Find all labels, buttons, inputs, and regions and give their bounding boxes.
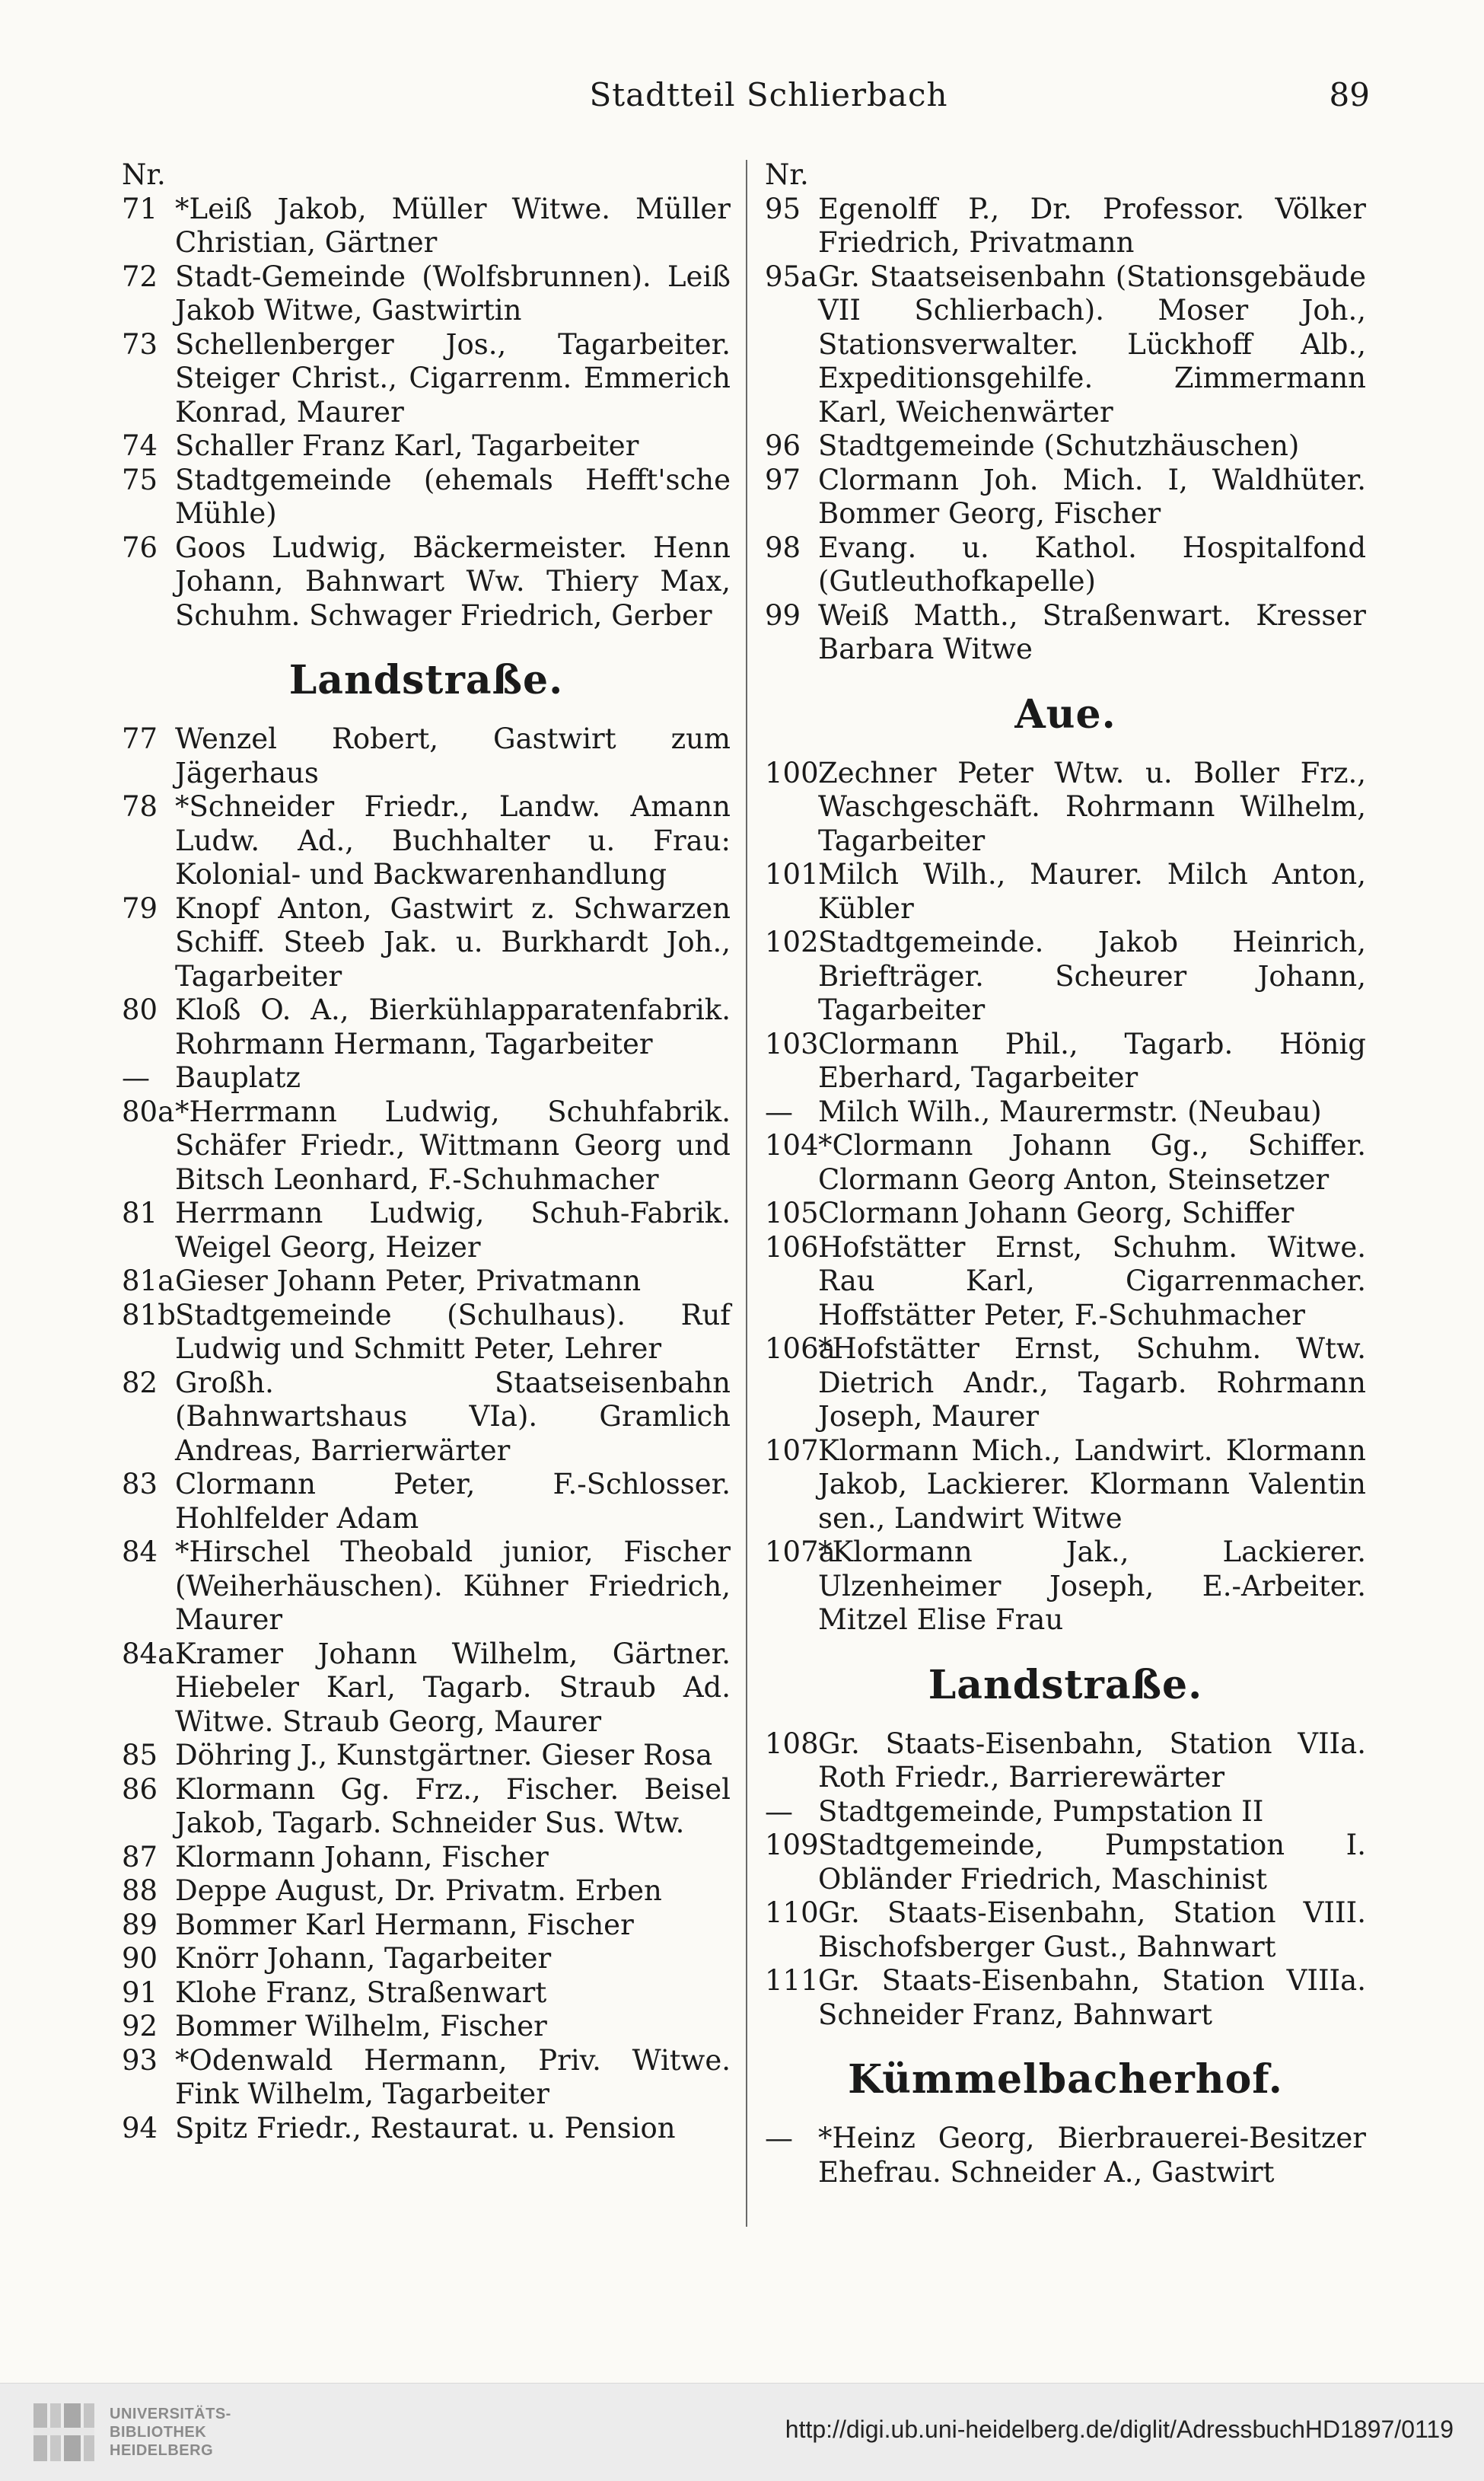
house-number: 95a	[765, 260, 818, 293]
address-entry	[122, 993, 731, 1061]
address-entry	[122, 328, 731, 430]
house-number: 95	[765, 192, 801, 225]
address-entry	[122, 722, 731, 790]
address-entry	[765, 1964, 1366, 2032]
address-entry	[765, 757, 1366, 859]
house-number: —	[765, 1794, 793, 1828]
house-number: 77	[122, 722, 158, 755]
address-entry	[122, 1197, 731, 1264]
resident-text: Großh. Staatseisenbahn (Bahnwartshaus VIa). Gramlich Andreas, Barrierwärter	[175, 1366, 731, 1467]
resident-text: Gieser Johann Peter, Privatmann	[175, 1264, 642, 1297]
address-entry	[122, 2044, 731, 2112]
house-number: 93	[122, 2043, 158, 2077]
page-number: 89	[1329, 76, 1370, 113]
section-heading-landstrasse: Landstraße.	[928, 1661, 1203, 1708]
resident-text: Knopf Anton, Gastwirt z. Schwarzen Schiff. Steeb Jak. u. Burkhardt Joh., Tagarbeiter	[175, 891, 731, 993]
resident-text: *Klormann Jak., Lackierer. Ulzenheimer Joseph, E.-Arbeiter. Mitzel Elise Frau	[818, 1535, 1366, 1636]
address-entry	[122, 1841, 731, 1875]
section-heading-landstrasse: Landstraße.	[288, 657, 564, 703]
resident-text: Gr. Staats-Eisenbahn, Station VIII. Bischofsberger Gust., Bahnwart	[818, 1896, 1366, 1963]
house-number: 86	[122, 1772, 158, 1806]
library-name-line: BIBLIOTHEK	[110, 2424, 207, 2441]
resident-text: Gr. Staats-Eisenbahn, Station VIIIa. Schneider Franz, Bahnwart	[818, 1964, 1366, 2031]
address-entry	[122, 1299, 731, 1366]
resident-text: Stadt-Gemeinde (Wolfsbrunnen). Leiß Jakob Witwe, Gastwirtin	[175, 260, 731, 327]
address-entry	[765, 858, 1366, 926]
house-number: 107a	[765, 1535, 836, 1568]
house-number: 81	[122, 1197, 158, 1229]
house-number: 75	[122, 463, 158, 496]
address-entry	[765, 1129, 1366, 1197]
house-number: 88	[122, 1874, 158, 1907]
address-entry	[765, 429, 1366, 464]
house-number: 106a	[765, 1332, 836, 1365]
house-number: 96	[765, 429, 801, 462]
house-number: 99	[765, 598, 801, 632]
source-url-link[interactable]: http://digi.ub.uni-heidelberg.de/diglit/AdressbuchHD1897/0119	[785, 2416, 1454, 2443]
house-number: 79	[122, 891, 158, 925]
nr-label: Nr.	[122, 158, 166, 191]
house-number: 107	[765, 1433, 819, 1467]
house-number: 80a	[122, 1095, 175, 1128]
house-number: 94	[122, 2111, 158, 2145]
resident-text: Klohe Franz, Straßenwart	[175, 1976, 547, 2009]
address-entry	[122, 1773, 731, 1841]
resident-text: Bommer Karl Hermann, Fischer	[175, 1908, 634, 1941]
address-entry	[765, 464, 1366, 531]
address-entry	[122, 464, 731, 531]
address-entry	[765, 1231, 1366, 1333]
column-divider	[746, 160, 747, 2227]
resident-text: Zechner Peter Wtw. u. Boller Frz., Waschgeschäft. Rohrmann Wilhelm, Tagarbeiter	[818, 756, 1366, 857]
house-number: 108	[765, 1727, 819, 1760]
library-name-line: UNIVERSITÄTS-	[110, 2406, 231, 2422]
address-entry	[122, 790, 731, 892]
house-number: 84a	[122, 1637, 175, 1670]
address-entry	[122, 1942, 731, 1976]
address-entry	[122, 892, 731, 994]
address-entry	[765, 2122, 1366, 2189]
entry-list	[765, 2122, 1366, 2189]
house-number: 74	[122, 429, 158, 462]
house-number: 76	[122, 531, 158, 564]
house-number: —	[122, 1061, 150, 1094]
section-heading-kuemmelbacherhof: Kümmelbacherhof.	[848, 2056, 1283, 2103]
address-entry	[122, 1366, 731, 1469]
resident-text: Deppe August, Dr. Privatm. Erben	[175, 1874, 662, 1907]
house-number: 105	[765, 1197, 819, 1229]
section-heading-aue: Aue.	[1014, 690, 1116, 738]
entry-list	[765, 757, 1366, 1638]
library-seal-icon	[30, 2400, 99, 2464]
resident-text: *Schneider Friedr., Landw. Amann Ludw. Ad., Buchhalter u. Frau: Kolonial- und Backwarenhandlung	[175, 790, 731, 891]
resident-text: Stadtgemeinde (Schulhaus). Ruf Ludwig und Schmitt Peter, Lehrer	[175, 1298, 731, 1365]
house-number: 91	[122, 1976, 158, 2009]
right-column	[765, 158, 1366, 2189]
entry-list	[122, 193, 731, 633]
resident-text: Stadtgemeinde (ehemals Hefft'sche Mühle)	[175, 463, 731, 530]
house-number: 81a	[122, 1264, 175, 1297]
house-number: —	[765, 1095, 793, 1128]
resident-text: Gr. Staats-Eisenbahn, Station VIIa. Roth Friedr., Barrierewärter	[818, 1727, 1366, 1794]
house-number: 80	[122, 993, 158, 1026]
resident-text: Kloß O. A., Bierkühlapparatenfabrik. Rohrmann Hermann, Tagarbeiter	[175, 993, 731, 1060]
address-entry	[122, 260, 731, 328]
address-entry	[765, 1535, 1366, 1638]
resident-text: Bommer Wilhelm, Fischer	[175, 2010, 547, 2043]
resident-text: Evang. u. Kathol. Hospitalfond (Gutleuthofkapelle)	[818, 531, 1366, 598]
address-entry	[122, 2112, 731, 2146]
house-number: 104	[765, 1129, 819, 1162]
entry-list	[122, 722, 731, 2145]
resident-text: *Hofstätter Ernst, Schuhm. Wtw. Dietrich Andr., Tagarb. Rohrmann Joseph, Maurer	[818, 1332, 1366, 1433]
address-entry	[765, 1332, 1366, 1434]
resident-text: *Odenwald Hermann, Priv. Witwe. Fink Wilhelm, Tagarbeiter	[175, 2043, 731, 2110]
resident-text: Kramer Johann Wilhelm, Gärtner. Hiebeler Karl, Tagarb. Straub Ad. Witwe. Straub Georg, Maurer	[175, 1637, 731, 1738]
house-number: 84	[122, 1535, 158, 1568]
house-number: 102	[765, 926, 819, 958]
address-entry	[122, 1095, 731, 1197]
address-entry	[122, 1976, 731, 2011]
library-name-line: HEIDELBERG	[110, 2442, 214, 2459]
resident-text: Gr. Staatseisenbahn (Stationsgebäude VII Schlierbach). Moser Joh., Stationsverwalter. Lückhoff Alb., Expeditionsgehilfe. Zimmermann Karl, Weichenwärter	[818, 260, 1366, 429]
resident-text: Clormann Johann Georg, Schiffer	[818, 1197, 1295, 1229]
address-entry	[122, 1535, 731, 1638]
address-entry	[122, 1739, 731, 1773]
resident-text: Egenolff P., Dr. Professor. Völker Friedrich, Privatmann	[818, 192, 1366, 259]
resident-text: Bauplatz	[175, 1061, 301, 1094]
resident-text: Clormann Phil., Tagarb. Hönig Eberhard, Tagarbeiter	[818, 1027, 1366, 1094]
resident-text: Milch Wilh., Maurermstr. (Neubau)	[818, 1095, 1322, 1128]
resident-text: Klormann Gg. Frz., Fischer. Beisel Jakob, Tagarb. Schneider Sus. Wtw.	[175, 1772, 731, 1839]
address-entry	[765, 926, 1366, 1028]
address-entry	[122, 1061, 731, 1095]
resident-text: Schaller Franz Karl, Tagarbeiter	[175, 429, 639, 462]
address-entry	[765, 1095, 1366, 1130]
address-entry	[122, 1638, 731, 1740]
left-column	[122, 158, 731, 2145]
resident-text: Döhring J., Kunstgärtner. Gieser Rosa	[175, 1739, 713, 1771]
address-entry	[765, 260, 1366, 430]
library-name	[110, 2405, 231, 2460]
address-entry	[765, 1795, 1366, 1829]
house-number: 89	[122, 1908, 158, 1941]
resident-text: *Clormann Johann Gg., Schiffer. Clormann Georg Anton, Steinsetzer	[818, 1129, 1366, 1196]
address-entry	[765, 1434, 1366, 1536]
nr-label: Nr.	[765, 158, 809, 191]
house-number: 90	[122, 1942, 158, 1975]
resident-text: Klormann Mich., Landwirt. Klormann Jakob, Lackierer. Klormann Valentin sen., Landwirt Witwe	[818, 1433, 1366, 1535]
resident-text: Goos Ludwig, Bäckermeister. Henn Johann, Bahnwart Ww. Thiery Max, Schuhm. Schwager Friedrich, Gerber	[175, 531, 731, 632]
page-title: Stadtteil Schlierbach	[589, 76, 948, 113]
address-entry	[122, 1909, 731, 1943]
resident-text: *Heinz Georg, Bierbrauerei-Besitzer Ehefrau. Schneider A., Gastwirt	[818, 2122, 1366, 2189]
resident-text: Milch Wilh., Maurer. Milch Anton, Kübler	[818, 858, 1366, 925]
resident-text: Knörr Johann, Tagarbeiter	[175, 1942, 552, 1975]
resident-text: Stadtgemeinde, Pumpstation I. Obländer Friedrich, Maschinist	[818, 1829, 1366, 1896]
address-entry	[765, 1896, 1366, 1964]
house-number: 73	[122, 327, 158, 361]
address-entry	[122, 1468, 731, 1535]
running-head	[167, 76, 1370, 122]
address-entry	[765, 531, 1366, 599]
address-entry	[122, 1874, 731, 1909]
resident-text: Klormann Johann, Fischer	[175, 1840, 549, 1874]
resident-text: Clormann Joh. Mich. I, Waldhüter. Bommer Georg, Fischer	[818, 463, 1366, 530]
resident-text: Wenzel Robert, Gastwirt zum Jägerhaus	[175, 722, 731, 789]
library-logo[interactable]	[30, 2394, 251, 2470]
house-number: 82	[122, 1366, 158, 1399]
house-number: 92	[122, 2010, 158, 2043]
address-entry	[122, 531, 731, 633]
resident-text: Schellenberger Jos., Tagarbeiter. Steiger Christ., Cigarrenm. Emmerich Konrad, Maurer	[175, 327, 731, 429]
address-entry	[765, 1197, 1366, 1231]
house-number: 109	[765, 1829, 819, 1861]
resident-text: Herrmann Ludwig, Schuh-Fabrik. Weigel Georg, Heizer	[175, 1197, 731, 1264]
house-number: 87	[122, 1840, 158, 1874]
house-number: 98	[765, 531, 801, 564]
resident-text: Clormann Peter, F.-Schlosser. Hohlfelder Adam	[175, 1468, 731, 1535]
address-entry	[765, 599, 1366, 667]
entry-list	[765, 1727, 1366, 2033]
address-entry	[122, 429, 731, 464]
house-number: 71	[122, 192, 158, 225]
house-number: 110	[765, 1896, 819, 1929]
house-number: 111	[765, 1964, 819, 1997]
address-entry	[122, 193, 731, 260]
house-number: 106	[765, 1230, 819, 1264]
address-entry	[765, 1028, 1366, 1095]
resident-text: Hofstätter Ernst, Schuhm. Witwe. Rau Karl, Cigarrenmacher. Hoffstätter Peter, F.-Schuhmacher	[818, 1230, 1366, 1331]
resident-text: Stadtgemeinde, Pumpstation II	[818, 1794, 1264, 1828]
resident-text: *Hirschel Theobald junior, Fischer (Weiherhäuschen). Kühner Friedrich, Maurer	[175, 1535, 731, 1636]
house-number: 101	[765, 858, 819, 891]
viewer-footer	[0, 2383, 1484, 2481]
house-number: —	[765, 2122, 793, 2154]
address-entry	[765, 1829, 1366, 1896]
house-number: 83	[122, 1468, 158, 1500]
address-entry	[122, 2010, 731, 2044]
resident-text: Spitz Friedr., Restaurat. u. Pension	[175, 2111, 676, 2145]
resident-text: Stadtgemeinde (Schutzhäuschen)	[818, 429, 1300, 462]
address-entry	[765, 193, 1366, 260]
resident-text: *Herrmann Ludwig, Schuhfabrik. Schäfer Friedr., Wittmann Georg und Bitsch Leonhard, F.-Schuhmacher	[175, 1095, 731, 1196]
house-number: 81b	[122, 1298, 176, 1331]
address-entry	[765, 1727, 1366, 1795]
house-number: 103	[765, 1027, 819, 1060]
resident-text: Stadtgemeinde. Jakob Heinrich, Briefträger. Scheurer Johann, Tagarbeiter	[818, 926, 1366, 1026]
address-entry	[122, 1264, 731, 1299]
resident-text: *Leiß Jakob, Müller Witwe. Müller Christian, Gärtner	[175, 192, 731, 259]
house-number: 85	[122, 1739, 158, 1771]
entry-list	[765, 193, 1366, 667]
house-number: 72	[122, 260, 158, 293]
house-number: 97	[765, 463, 801, 496]
resident-text: Weiß Matth., Straßenwart. Kresser Barbara Witwe	[818, 598, 1366, 665]
house-number: 100	[765, 756, 819, 789]
house-number: 78	[122, 790, 158, 823]
